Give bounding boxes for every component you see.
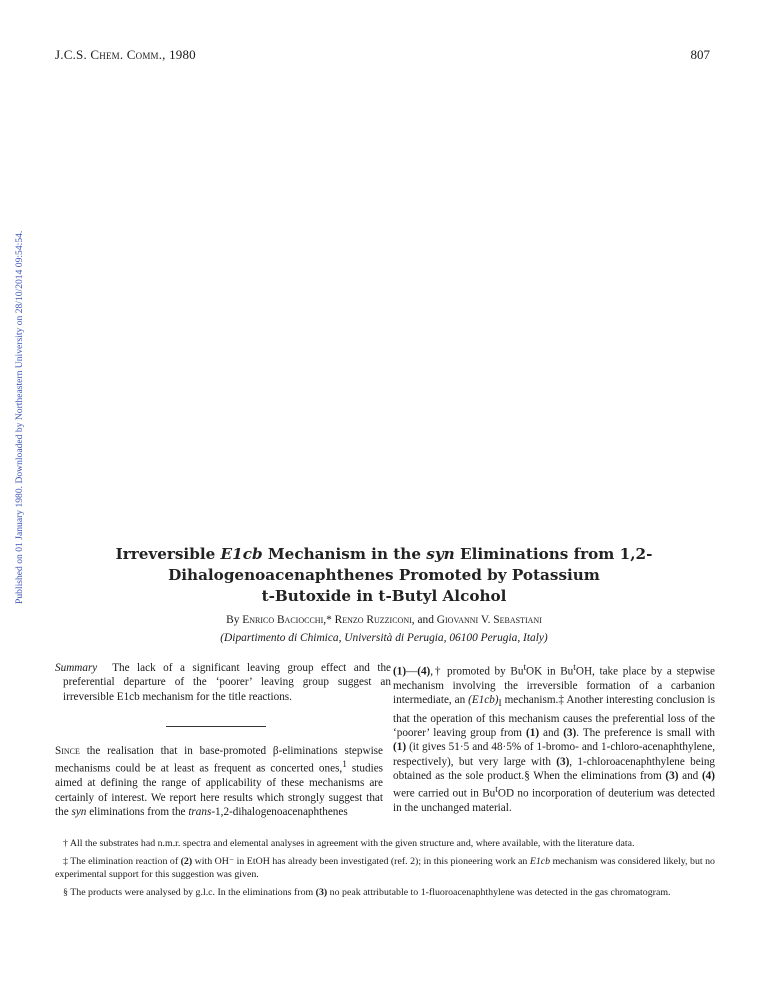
compound-ref: (3) (315, 887, 328, 899)
footnotes (55, 838, 715, 906)
journal-year: , 1980 (162, 47, 196, 62)
body-text: and (539, 727, 564, 740)
footnote-double-dagger (55, 856, 715, 881)
compound-ref: (1) (393, 665, 407, 678)
footnote-text: § The products were analysed by g.l.c. In the eliminations from (63, 887, 316, 899)
title-italic: E1cb (220, 545, 263, 563)
body-text: and (678, 770, 702, 783)
body-text: the realisation that in base-promoted β-eliminations stepwise mechanisms could be at least as frequent as concerted ones, (55, 745, 383, 776)
by-text: By (226, 614, 243, 626)
affiliation: (Dipartimento di Chimica, Università di Perugia, 06100 Perugia, Italy) (220, 632, 548, 644)
article-title (60, 544, 708, 607)
body-text: OH, take place by a stepwise mechanism involving the irreversible formation of a carbanion intermediate, an (393, 665, 715, 707)
compound-ref: (4) (701, 770, 715, 783)
lead-word: Since (55, 745, 80, 757)
body-text: studies aimed at defining the range of applicability of these mechanisms are certainly of interest. We report here results which strongly suggest that the (55, 763, 384, 818)
body-italic: (E1cb) (468, 694, 499, 707)
body-text: (it gives 51·5 and 48·5% of 1-bromo- and 1-chloro-acenaphthylene, respectively), but very large with (393, 741, 715, 768)
corresponding-mark: * (326, 614, 332, 626)
and-text: and (414, 614, 437, 626)
compound-ref: (1) (393, 741, 407, 754)
footnote-italic: E1cb (529, 856, 551, 868)
body-text: OK in Bu (526, 665, 574, 678)
body-text: — (406, 665, 418, 678)
body-text: OD no incorporation of deuterium was detected in the unchanged material. (393, 788, 715, 815)
compound-ref: (3) (665, 770, 679, 783)
title-line-2: Dihalogenoacenaphthenes Promoted by Potassium (168, 566, 600, 584)
summary-text: The lack of a significant leaving group effect and the preferential departure of the ‘poorer’ leaving group suggest an irreversible E1cb mechanism for the title reactions. (63, 662, 392, 703)
body-italic: trans (188, 805, 212, 818)
download-side-note[interactable]: Published on 01 January 1980. Downloaded by Northeastern University on 28/10/2014 09:54:54. (14, 230, 25, 604)
subscript: I (498, 699, 502, 710)
author-ruzziconi: Renzo Ruzziconi, (334, 614, 415, 626)
compound-ref: (3) (563, 727, 577, 740)
body-text: . The preference is small with (576, 727, 715, 740)
footnote-text: mechanism was considered likely, but no experimental support for this suggestion was given. (55, 856, 715, 880)
body-text: , 1-chloroacenaphthylene being obtained as the sole product.§ When the eliminations from (393, 755, 716, 783)
separator-rule (166, 726, 266, 727)
superscript: t (573, 663, 576, 673)
title-text: Irreversible (115, 545, 221, 563)
author-line (60, 611, 708, 629)
body-text: mechanism.‡ Another interesting conclusion is that the operation of this mechanism causes the preferential loss of the ‘poorer’ leaving group from (393, 694, 715, 740)
body-left-column (55, 744, 383, 819)
body-italic: syn (71, 805, 87, 818)
footnote-text: ‡ The elimination reaction of (63, 856, 181, 868)
body-text: were carried out in Bu (393, 788, 496, 801)
author-sebastiani: Giovanni V. Sebastiani (436, 614, 542, 626)
footnote-text: no peak attributable to 1-fluoroacenaphthylene was detected in the gas chromatogram. (327, 887, 671, 899)
page-number: 807 (690, 47, 710, 62)
title-text: Eliminations from 1,2- (454, 545, 653, 563)
compound-ref: (4) (417, 665, 431, 678)
title-line-3: t-Butoxide in t-Butyl Alcohol (261, 587, 507, 605)
reference-marker: 1 (342, 760, 347, 771)
title-italic: syn (426, 545, 455, 563)
superscript: t (495, 785, 498, 796)
footnote-section (55, 887, 715, 899)
body-text: eliminations from the (86, 805, 189, 818)
footnote-text: with OH⁻ in EtOH has already been investigated (ref. 2); in this pioneering work an (192, 856, 530, 868)
summary-paragraph (55, 661, 391, 704)
body-right-column (393, 661, 715, 816)
journal-name: Chem. Comm. (90, 47, 163, 62)
compound-ref: (3) (556, 755, 570, 768)
journal-header (55, 47, 196, 63)
title-text: Mechanism in the (262, 545, 427, 563)
author-baciocchi: Enrico Baciocchi, (242, 614, 327, 626)
body-text: -1,2-dihalogenoacenaphthenes (211, 805, 348, 818)
compound-ref: (1) (526, 727, 540, 740)
footnote-dagger: † All the substrates had n.m.r. spectra and elemental analyses in agreement with the given structure and, where available, with the literature data. (63, 838, 635, 849)
body-text: ,† promoted by Bu (430, 665, 524, 678)
summary-label: Summary (55, 662, 98, 674)
compound-ref: (2) (180, 856, 193, 868)
journal-prefix: J.C.S. (55, 47, 91, 62)
superscript: t (523, 663, 527, 673)
